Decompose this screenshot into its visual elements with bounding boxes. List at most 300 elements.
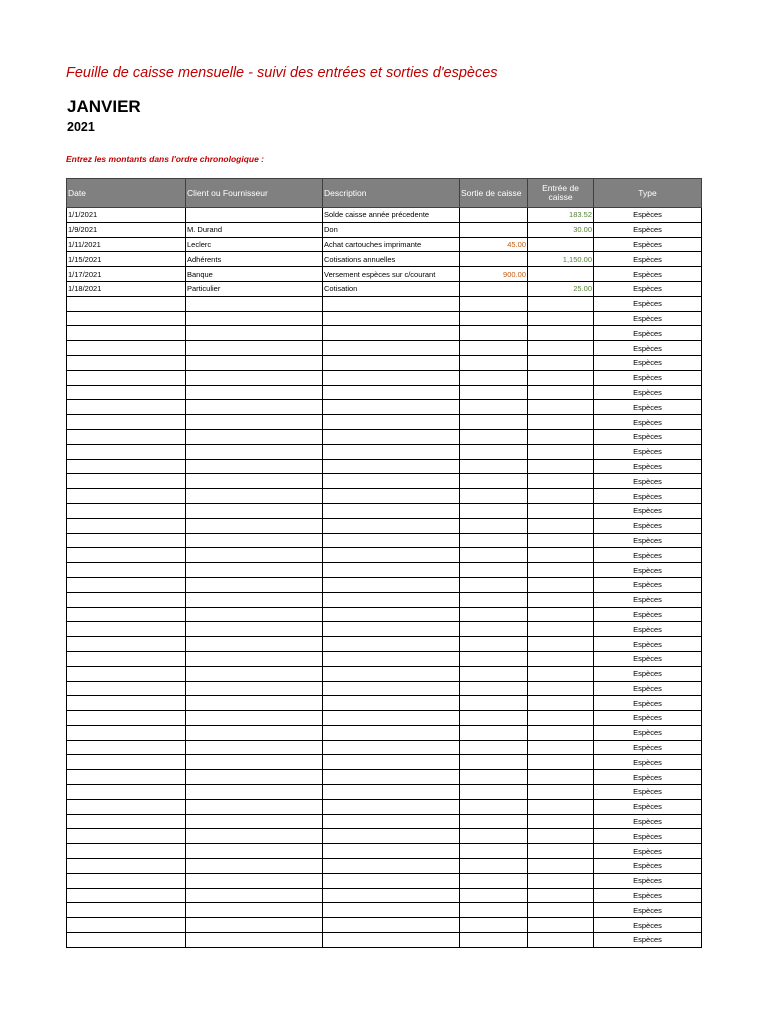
- date-cell[interactable]: [67, 770, 186, 785]
- sortie-cell[interactable]: [460, 459, 528, 474]
- date-cell[interactable]: [67, 533, 186, 548]
- date-cell[interactable]: [67, 933, 186, 948]
- description-cell[interactable]: [323, 873, 460, 888]
- description-cell[interactable]: [323, 385, 460, 400]
- type-cell[interactable]: Espèces: [594, 222, 702, 237]
- entree-cell[interactable]: [528, 681, 594, 696]
- sortie-cell[interactable]: [460, 903, 528, 918]
- type-cell[interactable]: Espèces: [594, 711, 702, 726]
- type-cell[interactable]: Espèces: [594, 829, 702, 844]
- entree-cell[interactable]: [528, 341, 594, 356]
- type-cell[interactable]: Espèces: [594, 503, 702, 518]
- date-cell[interactable]: [67, 666, 186, 681]
- sortie-cell[interactable]: [460, 666, 528, 681]
- sortie-cell[interactable]: [460, 355, 528, 370]
- entree-cell[interactable]: [528, 696, 594, 711]
- type-cell[interactable]: Espèces: [594, 607, 702, 622]
- date-cell[interactable]: [67, 548, 186, 563]
- date-cell[interactable]: [67, 503, 186, 518]
- sortie-cell[interactable]: [460, 696, 528, 711]
- date-cell[interactable]: [67, 429, 186, 444]
- entree-cell[interactable]: [528, 577, 594, 592]
- description-cell[interactable]: [323, 903, 460, 918]
- date-cell[interactable]: [67, 341, 186, 356]
- description-cell[interactable]: [323, 755, 460, 770]
- date-cell[interactable]: [67, 489, 186, 504]
- sortie-cell[interactable]: [460, 592, 528, 607]
- entree-cell[interactable]: 30.00: [528, 222, 594, 237]
- type-cell[interactable]: Espèces: [594, 341, 702, 356]
- sortie-cell[interactable]: [460, 933, 528, 948]
- date-cell[interactable]: [67, 711, 186, 726]
- entree-cell[interactable]: 1,150.00: [528, 252, 594, 267]
- description-cell[interactable]: [323, 725, 460, 740]
- description-cell[interactable]: [323, 844, 460, 859]
- client-cell[interactable]: [186, 637, 323, 652]
- type-cell[interactable]: Espèces: [594, 208, 702, 223]
- client-cell[interactable]: [186, 622, 323, 637]
- sortie-cell[interactable]: [460, 859, 528, 874]
- date-cell[interactable]: [67, 607, 186, 622]
- entree-cell[interactable]: [528, 444, 594, 459]
- sortie-cell[interactable]: 900.00: [460, 267, 528, 282]
- description-cell[interactable]: [323, 341, 460, 356]
- date-cell[interactable]: [67, 563, 186, 578]
- description-cell[interactable]: [323, 696, 460, 711]
- entree-cell[interactable]: [528, 725, 594, 740]
- client-cell[interactable]: [186, 666, 323, 681]
- client-cell[interactable]: M. Durand: [186, 222, 323, 237]
- entree-cell[interactable]: [528, 370, 594, 385]
- sortie-cell[interactable]: [460, 770, 528, 785]
- entree-cell[interactable]: 25.00: [528, 281, 594, 296]
- column-header-client[interactable]: Client ou Fournisseur: [186, 179, 323, 208]
- description-cell[interactable]: [323, 933, 460, 948]
- client-cell[interactable]: [186, 903, 323, 918]
- date-cell[interactable]: 1/11/2021: [67, 237, 186, 252]
- client-cell[interactable]: [186, 799, 323, 814]
- description-cell[interactable]: [323, 814, 460, 829]
- date-cell[interactable]: [67, 740, 186, 755]
- sortie-cell[interactable]: 45.00: [460, 237, 528, 252]
- description-cell[interactable]: [323, 918, 460, 933]
- client-cell[interactable]: [186, 755, 323, 770]
- date-cell[interactable]: [67, 681, 186, 696]
- description-cell[interactable]: [323, 533, 460, 548]
- client-cell[interactable]: [186, 918, 323, 933]
- description-cell[interactable]: [323, 311, 460, 326]
- client-cell[interactable]: [186, 592, 323, 607]
- client-cell[interactable]: [186, 400, 323, 415]
- entree-cell[interactable]: [528, 385, 594, 400]
- description-cell[interactable]: [323, 355, 460, 370]
- date-cell[interactable]: [67, 755, 186, 770]
- client-cell[interactable]: [186, 341, 323, 356]
- sortie-cell[interactable]: [460, 814, 528, 829]
- description-cell[interactable]: Solde caisse année précedente: [323, 208, 460, 223]
- entree-cell[interactable]: [528, 563, 594, 578]
- type-cell[interactable]: Espèces: [594, 489, 702, 504]
- sortie-cell[interactable]: [460, 799, 528, 814]
- sortie-cell[interactable]: [460, 873, 528, 888]
- sortie-cell[interactable]: [460, 326, 528, 341]
- type-cell[interactable]: Espèces: [594, 740, 702, 755]
- client-cell[interactable]: [186, 725, 323, 740]
- sortie-cell[interactable]: [460, 711, 528, 726]
- date-cell[interactable]: 1/18/2021: [67, 281, 186, 296]
- sortie-cell[interactable]: [460, 651, 528, 666]
- entree-cell[interactable]: [528, 622, 594, 637]
- type-cell[interactable]: Espèces: [594, 592, 702, 607]
- sortie-cell[interactable]: [460, 474, 528, 489]
- date-cell[interactable]: [67, 859, 186, 874]
- date-cell[interactable]: [67, 637, 186, 652]
- date-cell[interactable]: [67, 873, 186, 888]
- date-cell[interactable]: [67, 577, 186, 592]
- date-cell[interactable]: [67, 903, 186, 918]
- sortie-cell[interactable]: [460, 785, 528, 800]
- entree-cell[interactable]: [528, 415, 594, 430]
- type-cell[interactable]: Espèces: [594, 799, 702, 814]
- description-cell[interactable]: [323, 651, 460, 666]
- type-cell[interactable]: Espèces: [594, 859, 702, 874]
- entree-cell[interactable]: [528, 474, 594, 489]
- sortie-cell[interactable]: [460, 429, 528, 444]
- client-cell[interactable]: [186, 503, 323, 518]
- date-cell[interactable]: 1/15/2021: [67, 252, 186, 267]
- description-cell[interactable]: [323, 577, 460, 592]
- type-cell[interactable]: Espèces: [594, 933, 702, 948]
- sortie-cell[interactable]: [460, 533, 528, 548]
- client-cell[interactable]: [186, 681, 323, 696]
- type-cell[interactable]: Espèces: [594, 844, 702, 859]
- sortie-cell[interactable]: [460, 918, 528, 933]
- entree-cell[interactable]: [528, 814, 594, 829]
- date-cell[interactable]: 1/17/2021: [67, 267, 186, 282]
- client-cell[interactable]: [186, 296, 323, 311]
- sortie-cell[interactable]: [460, 489, 528, 504]
- client-cell[interactable]: [186, 548, 323, 563]
- type-cell[interactable]: Espèces: [594, 770, 702, 785]
- client-cell[interactable]: [186, 770, 323, 785]
- date-cell[interactable]: [67, 918, 186, 933]
- client-cell[interactable]: Particulier: [186, 281, 323, 296]
- entree-cell[interactable]: [528, 829, 594, 844]
- type-cell[interactable]: Espèces: [594, 533, 702, 548]
- sortie-cell[interactable]: [460, 311, 528, 326]
- sortie-cell[interactable]: [460, 681, 528, 696]
- type-cell[interactable]: Espèces: [594, 355, 702, 370]
- sortie-cell[interactable]: [460, 341, 528, 356]
- date-cell[interactable]: 1/9/2021: [67, 222, 186, 237]
- sortie-cell[interactable]: [460, 740, 528, 755]
- description-cell[interactable]: [323, 459, 460, 474]
- sortie-cell[interactable]: [460, 755, 528, 770]
- date-cell[interactable]: [67, 326, 186, 341]
- date-cell[interactable]: [67, 829, 186, 844]
- sortie-cell[interactable]: [460, 622, 528, 637]
- type-cell[interactable]: Espèces: [594, 296, 702, 311]
- entree-cell[interactable]: [528, 296, 594, 311]
- entree-cell[interactable]: 183.52: [528, 208, 594, 223]
- column-header-date[interactable]: Date: [67, 179, 186, 208]
- description-cell[interactable]: [323, 563, 460, 578]
- type-cell[interactable]: Espèces: [594, 429, 702, 444]
- entree-cell[interactable]: [528, 755, 594, 770]
- type-cell[interactable]: Espèces: [594, 415, 702, 430]
- entree-cell[interactable]: [528, 355, 594, 370]
- column-header-sortie[interactable]: Sortie de caisse: [460, 179, 528, 208]
- entree-cell[interactable]: [528, 651, 594, 666]
- entree-cell[interactable]: [528, 918, 594, 933]
- entree-cell[interactable]: [528, 888, 594, 903]
- description-cell[interactable]: [323, 607, 460, 622]
- date-cell[interactable]: [67, 296, 186, 311]
- client-cell[interactable]: [186, 933, 323, 948]
- entree-cell[interactable]: [528, 489, 594, 504]
- description-cell[interactable]: [323, 637, 460, 652]
- client-cell[interactable]: [186, 696, 323, 711]
- description-cell[interactable]: [323, 370, 460, 385]
- client-cell[interactable]: [186, 814, 323, 829]
- description-cell[interactable]: [323, 474, 460, 489]
- description-cell[interactable]: [323, 799, 460, 814]
- client-cell[interactable]: Adhérents: [186, 252, 323, 267]
- date-cell[interactable]: 1/1/2021: [67, 208, 186, 223]
- date-cell[interactable]: [67, 518, 186, 533]
- client-cell[interactable]: [186, 577, 323, 592]
- entree-cell[interactable]: [528, 740, 594, 755]
- sortie-cell[interactable]: [460, 637, 528, 652]
- client-cell[interactable]: [186, 740, 323, 755]
- entree-cell[interactable]: [528, 503, 594, 518]
- date-cell[interactable]: [67, 725, 186, 740]
- entree-cell[interactable]: [528, 844, 594, 859]
- type-cell[interactable]: Espèces: [594, 696, 702, 711]
- date-cell[interactable]: [67, 799, 186, 814]
- type-cell[interactable]: Espèces: [594, 888, 702, 903]
- type-cell[interactable]: Espèces: [594, 651, 702, 666]
- entree-cell[interactable]: [528, 400, 594, 415]
- type-cell[interactable]: Espèces: [594, 563, 702, 578]
- sortie-cell[interactable]: [460, 222, 528, 237]
- client-cell[interactable]: [186, 474, 323, 489]
- entree-cell[interactable]: [528, 873, 594, 888]
- entree-cell[interactable]: [528, 429, 594, 444]
- client-cell[interactable]: Leclerc: [186, 237, 323, 252]
- description-cell[interactable]: [323, 859, 460, 874]
- date-cell[interactable]: [67, 370, 186, 385]
- description-cell[interactable]: Cotisation: [323, 281, 460, 296]
- entree-cell[interactable]: [528, 903, 594, 918]
- type-cell[interactable]: Espèces: [594, 326, 702, 341]
- entree-cell[interactable]: [528, 711, 594, 726]
- client-cell[interactable]: [186, 607, 323, 622]
- type-cell[interactable]: Espèces: [594, 518, 702, 533]
- type-cell[interactable]: Espèces: [594, 370, 702, 385]
- client-cell[interactable]: [186, 533, 323, 548]
- date-cell[interactable]: [67, 474, 186, 489]
- description-cell[interactable]: Don: [323, 222, 460, 237]
- date-cell[interactable]: [67, 444, 186, 459]
- type-cell[interactable]: Espèces: [594, 918, 702, 933]
- client-cell[interactable]: [186, 518, 323, 533]
- date-cell[interactable]: [67, 311, 186, 326]
- entree-cell[interactable]: [528, 770, 594, 785]
- type-cell[interactable]: Espèces: [594, 252, 702, 267]
- description-cell[interactable]: [323, 829, 460, 844]
- sortie-cell[interactable]: [460, 400, 528, 415]
- type-cell[interactable]: Espèces: [594, 444, 702, 459]
- client-cell[interactable]: [186, 829, 323, 844]
- entree-cell[interactable]: [528, 607, 594, 622]
- entree-cell[interactable]: [528, 267, 594, 282]
- description-cell[interactable]: [323, 740, 460, 755]
- entree-cell[interactable]: [528, 859, 594, 874]
- client-cell[interactable]: [186, 311, 323, 326]
- entree-cell[interactable]: [528, 459, 594, 474]
- date-cell[interactable]: [67, 888, 186, 903]
- entree-cell[interactable]: [528, 933, 594, 948]
- description-cell[interactable]: [323, 503, 460, 518]
- type-cell[interactable]: Espèces: [594, 681, 702, 696]
- date-cell[interactable]: [67, 385, 186, 400]
- type-cell[interactable]: Espèces: [594, 400, 702, 415]
- type-cell[interactable]: Espèces: [594, 666, 702, 681]
- sortie-cell[interactable]: [460, 252, 528, 267]
- description-cell[interactable]: [323, 326, 460, 341]
- entree-cell[interactable]: [528, 799, 594, 814]
- date-cell[interactable]: [67, 415, 186, 430]
- client-cell[interactable]: [186, 489, 323, 504]
- entree-cell[interactable]: [528, 533, 594, 548]
- entree-cell[interactable]: [528, 237, 594, 252]
- type-cell[interactable]: Espèces: [594, 311, 702, 326]
- sortie-cell[interactable]: [460, 548, 528, 563]
- client-cell[interactable]: [186, 415, 323, 430]
- client-cell[interactable]: [186, 429, 323, 444]
- entree-cell[interactable]: [528, 311, 594, 326]
- client-cell[interactable]: [186, 859, 323, 874]
- sortie-cell[interactable]: [460, 444, 528, 459]
- type-cell[interactable]: Espèces: [594, 903, 702, 918]
- date-cell[interactable]: [67, 592, 186, 607]
- sortie-cell[interactable]: [460, 725, 528, 740]
- sortie-cell[interactable]: [460, 829, 528, 844]
- description-cell[interactable]: Achat cartouches imprimante: [323, 237, 460, 252]
- client-cell[interactable]: [186, 711, 323, 726]
- type-cell[interactable]: Espèces: [594, 755, 702, 770]
- description-cell[interactable]: [323, 518, 460, 533]
- type-cell[interactable]: Espèces: [594, 577, 702, 592]
- client-cell[interactable]: [186, 651, 323, 666]
- description-cell[interactable]: Cotisations annuelles: [323, 252, 460, 267]
- date-cell[interactable]: [67, 785, 186, 800]
- sortie-cell[interactable]: [460, 563, 528, 578]
- client-cell[interactable]: [186, 563, 323, 578]
- entree-cell[interactable]: [528, 666, 594, 681]
- client-cell[interactable]: [186, 873, 323, 888]
- description-cell[interactable]: [323, 711, 460, 726]
- description-cell[interactable]: [323, 666, 460, 681]
- client-cell[interactable]: [186, 326, 323, 341]
- entree-cell[interactable]: [528, 326, 594, 341]
- description-cell[interactable]: [323, 415, 460, 430]
- date-cell[interactable]: [67, 355, 186, 370]
- sortie-cell[interactable]: [460, 415, 528, 430]
- type-cell[interactable]: Espèces: [594, 459, 702, 474]
- description-cell[interactable]: [323, 296, 460, 311]
- client-cell[interactable]: [186, 208, 323, 223]
- entree-cell[interactable]: [528, 518, 594, 533]
- description-cell[interactable]: [323, 785, 460, 800]
- client-cell[interactable]: Banque: [186, 267, 323, 282]
- type-cell[interactable]: Espèces: [594, 814, 702, 829]
- description-cell[interactable]: [323, 429, 460, 444]
- type-cell[interactable]: Espèces: [594, 281, 702, 296]
- entree-cell[interactable]: [528, 592, 594, 607]
- client-cell[interactable]: [186, 355, 323, 370]
- type-cell[interactable]: Espèces: [594, 622, 702, 637]
- entree-cell[interactable]: [528, 785, 594, 800]
- description-cell[interactable]: [323, 444, 460, 459]
- date-cell[interactable]: [67, 844, 186, 859]
- description-cell[interactable]: [323, 592, 460, 607]
- sortie-cell[interactable]: [460, 844, 528, 859]
- type-cell[interactable]: Espèces: [594, 385, 702, 400]
- client-cell[interactable]: [186, 888, 323, 903]
- description-cell[interactable]: [323, 681, 460, 696]
- type-cell[interactable]: Espèces: [594, 474, 702, 489]
- column-header-type[interactable]: Type: [594, 179, 702, 208]
- client-cell[interactable]: [186, 785, 323, 800]
- type-cell[interactable]: Espèces: [594, 637, 702, 652]
- client-cell[interactable]: [186, 844, 323, 859]
- client-cell[interactable]: [186, 385, 323, 400]
- type-cell[interactable]: Espèces: [594, 267, 702, 282]
- description-cell[interactable]: [323, 888, 460, 903]
- date-cell[interactable]: [67, 459, 186, 474]
- sortie-cell[interactable]: [460, 888, 528, 903]
- entree-cell[interactable]: [528, 637, 594, 652]
- type-cell[interactable]: Espèces: [594, 785, 702, 800]
- sortie-cell[interactable]: [460, 296, 528, 311]
- date-cell[interactable]: [67, 814, 186, 829]
- date-cell[interactable]: [67, 696, 186, 711]
- description-cell[interactable]: [323, 400, 460, 415]
- sortie-cell[interactable]: [460, 208, 528, 223]
- sortie-cell[interactable]: [460, 577, 528, 592]
- column-header-description[interactable]: Description: [323, 179, 460, 208]
- client-cell[interactable]: [186, 459, 323, 474]
- sortie-cell[interactable]: [460, 281, 528, 296]
- description-cell[interactable]: [323, 622, 460, 637]
- type-cell[interactable]: Espèces: [594, 237, 702, 252]
- entree-cell[interactable]: [528, 548, 594, 563]
- description-cell[interactable]: [323, 489, 460, 504]
- sortie-cell[interactable]: [460, 370, 528, 385]
- client-cell[interactable]: [186, 370, 323, 385]
- date-cell[interactable]: [67, 622, 186, 637]
- date-cell[interactable]: [67, 400, 186, 415]
- description-cell[interactable]: [323, 770, 460, 785]
- column-header-entree[interactable]: Entrée de caisse: [528, 179, 594, 208]
- type-cell[interactable]: Espèces: [594, 725, 702, 740]
- sortie-cell[interactable]: [460, 607, 528, 622]
- sortie-cell[interactable]: [460, 503, 528, 518]
- description-cell[interactable]: Versement espèces sur c/courant: [323, 267, 460, 282]
- type-cell[interactable]: Espèces: [594, 548, 702, 563]
